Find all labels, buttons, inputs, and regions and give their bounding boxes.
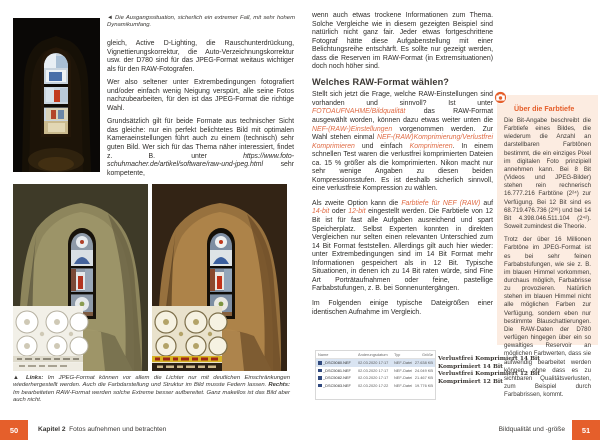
menu-path-ref: Farbtiefe für NEF (RAW) bbox=[401, 199, 481, 207]
printed-url: https://www.foto-schuhmacher.de/artikel/software/raw-und-jpeg.html bbox=[107, 152, 294, 169]
caption-top: ◄ Die Ausgangssituation, sicherlich ein extremer Fall, mit sehr hohem Dynamikumfang. bbox=[107, 15, 295, 29]
info-box-paragraph: Trotz der über 16 Millionen Farbtöne im JPEG-Format ist es bei sehr feinen Farbabstufungen, wie sie z. B. im blauen Himmel vorkommen, durchaus möglich, Farbabrisse zu provozieren. Natürlich stehen im blauen Himmel nicht alle möglichen Farben zur Verfügung, sondern eben nur bestimmte Blauschattierungen. Die RAW-Daten der D780 verfügen hingegen über ein so gewaltiges Reservoir an möglichen Farbwerten, dass sie aufwendig bearbeitet werden können, ohne dass es zu sichtbaren Qualitätsverlusten, zum Beispiel durch Farbabrissen, kommt. bbox=[504, 236, 591, 399]
photo-dark-church-window bbox=[13, 18, 100, 172]
file-row: _DSC5081.NEF 02.03.2020 17:17 NEF-Datei 24.049 KB bbox=[316, 367, 435, 375]
menu-path-ref: 14-bit bbox=[312, 208, 330, 216]
camera-icon bbox=[493, 91, 508, 104]
nef-file-icon bbox=[318, 361, 322, 365]
jpeg-inset-crop bbox=[13, 306, 88, 371]
file-row: _DSC5082.NEF 02.03.2020 17:17 NEF-Datei 21.467 KB bbox=[316, 374, 435, 382]
file-list-header: Name Änderungsdatum Typ Größe bbox=[318, 352, 433, 357]
footer-left: Kapitel 2 Fotos aufnehmen und betrachten bbox=[38, 426, 167, 433]
menu-path-ref: FOTOAUFNAHME/Bildqualität bbox=[312, 108, 406, 116]
paragraph: Im Folgenden einige typische Dateigrößen einer identischen Aufnahme im Vergleich. bbox=[312, 299, 493, 316]
nef-file-icon bbox=[318, 384, 322, 388]
menu-path-ref: Komprimieren bbox=[409, 142, 453, 150]
compression-labels bbox=[438, 355, 553, 386]
nef-file-icon bbox=[318, 369, 322, 373]
info-box-title: Über die Farbtiefe bbox=[514, 105, 575, 113]
caption-arrow-left-icon: ◄ bbox=[107, 15, 116, 21]
menu-path-ref: 12-bit bbox=[348, 208, 366, 216]
info-box-paragraph: Die Bit-Angabe beschreibt die Farbtiefe eines Bildes, die wiederum die Anzahl an darstellbaren Farbtönen bestimmt, die ein einziges Pixel im digitalen Foto prinzipiell annehmen kann. Bei 8 Bit (Videos und JPEG-Bilder) stehen rein rechnerisch 16.777.216 Farbtöne (2²⁴) zur Verfügung. Bei 12 Bit sind es 68.719.476.736 (2³⁶) und bei 14 Bit 4.398.046.511.104 (2⁴²). Soweit zumindest die Theorie. bbox=[504, 117, 591, 231]
menu-path-ref: NEF-(RAW)Komprimierung/Verlustfrei Komprimieren bbox=[312, 134, 493, 150]
file-row: _DSC5083.NEF 02.03.2020 17:22 NEF-Datei 19.776 KB bbox=[316, 382, 435, 390]
compression-label: Verlustfrei Komprimiert 12 Bit bbox=[438, 370, 541, 378]
menu-path-ref: NEF-(RAW-)Einstellungen bbox=[312, 125, 393, 133]
paragraph: Wer also seltener unter Extrembedingungen fotografiert und/oder einfach wenig Neigung verspürt, alle seine Fotos nachzubearbeiten, für den ist das JPEG-Format die richtige Wahl. bbox=[107, 79, 294, 112]
paragraph: Als zweite Option kann die Farbtiefe für NEF (RAW) auf 14-bit oder 12-bit eingestellt werden. Die Farbtiefe von 12 Bit ist für fast alle Aufgaben ausreichend und spart Speicherplatz. Selbst Experten konnten in direkten Vergleichen nur selten einen relevanten Unterschied zum 14 Bit Format feststellen. Allerdings gilt auch hier wieder: unter Extrembedingungen sind im 14 Bit Format mehr Informationen gespeichert als in 12 Bit. Typische Situationen, in denen ich zu 14 Bit raten würde, sind Fine Art Porträtaufnahmen oder feine, pastellige Farbabstufungen, z. B. bei Sonnenuntergängen. bbox=[312, 199, 493, 293]
file-row: _DSC5080.NEF 02.03.2020 17:17 NEF-Datei 27.638 KB bbox=[316, 359, 435, 367]
footer-right: Bildqualität und -größe bbox=[498, 426, 565, 433]
caption-arrow-up-icon: ▲ bbox=[13, 375, 26, 381]
raw-inset-crop bbox=[152, 306, 227, 371]
photo-jpeg-version bbox=[13, 184, 148, 371]
compression-label: Komprimiert 14 Bit bbox=[438, 362, 503, 370]
paragraph: Stellt sich jetzt die Frage, welche RAW-Einstellungen sind vorhanden und sinnvoll? Ist unter FOTOAUFNAHME/Bildqualität das RAW-Format ausgewählt worden, können dazu etwas weiter unten die NEF-(RAW-)Einstellungen vorgenommen werden. Zur Wahl stehen einmal NEF-(RAW)Komprimierung/Verlustfrei Komprimieren und einfach Komprimieren. In einem schnellen Test waren die verlustfrei komprimierten Dateien ca. 15 % größer als die komprimierten. Nikon macht nur sehr wenige Angaben zu diesen beiden Kompressionsstufen. Es ist deshalb sicherlich sinnvoll, eine verlustfreie Kompression zu wählen. bbox=[312, 91, 493, 193]
info-box-farbtiefe bbox=[497, 95, 598, 399]
compression-label: Komprimiert 12 Bit bbox=[438, 378, 503, 386]
body-text-right bbox=[312, 12, 493, 323]
paragraph: wenn auch etwas trockene Informationen zum Thema. Solche Vergleiche wie in diesem gezeigten Beispiel sind natürlich nicht ganz fair. Jeder etwas fortgeschrittene Fotograf hätte diese Aufgabenstellung mit einer Belichtungsreihe entschärft. Es sollte nur gezeigt werden, dass die Reserven im RAW-Format (in Extremsituationen) doch noch höher sind. bbox=[312, 12, 493, 71]
section-heading: Welches RAW-Format wählen? bbox=[312, 76, 450, 87]
page-number-left: 50 bbox=[0, 420, 28, 440]
file-list-screenshot bbox=[315, 350, 436, 400]
paragraph: gleich, Active D-Lighting, die Rauschunterdrückung, Vignettierungskorrektur, die Auto-Verzeichnungskorrektur usw. der D780 sind für das JPEG-Format weitaus wichtiger als für den RAW-Fotografen. bbox=[107, 40, 294, 73]
page-number-right: 51 bbox=[572, 420, 600, 440]
paragraph: Grundsätzlich gilt für beide Formate aus technischer Sicht das gleiche: nur ein perfekt belichtetes Bild mit optimalen Kameraeinstellungen führt auch zu einem (technisch) sehr guten Bild. Wer sich für das Thema näher interessiert, findet z. B. unter https://www.foto-schuhmacher.de/artikel/software/raw-und-jpeg.html sehr kompetente, bbox=[107, 118, 294, 177]
body-text-left bbox=[107, 40, 294, 183]
compression-label: Verlustfrei Komprimiert 14 Bit bbox=[438, 355, 541, 362]
photo-raw-version bbox=[152, 184, 287, 371]
nef-file-icon bbox=[318, 376, 322, 380]
caption-bottom: ▲ Links: Im JPEG-Format können vor allem die Lichter nur mit deutlichen Einschränkungen wiederhergestellt werden. Auch die Farbdarstellung und Struktur im Bild musste Federn lassen. Rechts: Im bearbeiteten RAW-Format werden solche Extreme besser aufbereitet. Ganz makellos ist das Bild aber auch nicht. bbox=[13, 375, 290, 404]
